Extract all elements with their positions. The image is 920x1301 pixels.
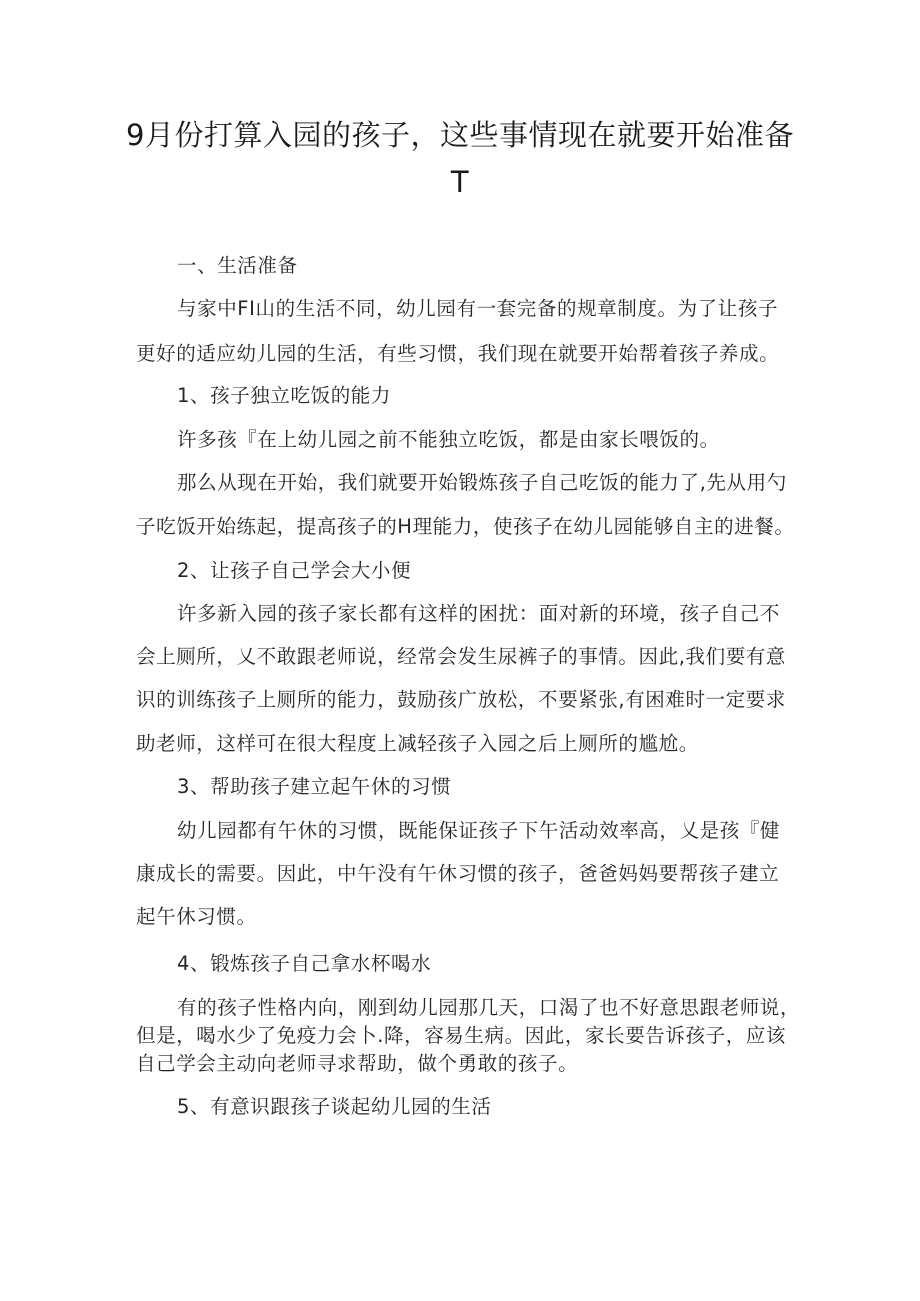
section-heading-life-prep: 一、生活准备: [177, 254, 298, 277]
paragraph-line: 子吃饭开始练起，提高孩子的H理能力，使孩子在幼儿园能够自主的进餐。: [136, 515, 795, 538]
paragraph-line: 那么从现在开始，我们就要开始锻炼孩子自己吃饭的能力了,先从用勺: [177, 471, 787, 494]
paragraph-line: 许多孩『在上幼儿园之前不能独立吃饭，都是由家长喂饭的。: [177, 428, 720, 451]
paragraph-line: 许多新入园的孩子家长都有这样的困扰：面对新的环境，孩子自己不: [177, 602, 781, 625]
title-line-2: T: [450, 165, 470, 199]
paragraph-line: 康成长的需要。因此，中午没有午休习惯的孩子，爸爸妈妈要帮孩子建立: [136, 862, 780, 885]
subheading-3: 3、帮助孩子建立起午休的习惯: [177, 775, 452, 798]
subheading-2: 2、让孩子自己学会大小便: [177, 559, 412, 582]
paragraph-line: 更好的适应幼儿园的生活，有些习惯，我们现在就要开始帮着孩子养成。: [136, 342, 780, 365]
subheading-1: 1、孩子独立吃饭的能力: [177, 384, 392, 407]
subheading-5: 5、有意识跟孩子谈起幼儿园的生活: [177, 1095, 492, 1118]
title-line-1: 9月份打算入园的孩子，这些事情现在就要开始准备: [126, 118, 794, 152]
paragraph-line: 有的孩子性格内向，刚到幼儿园那几天，口渴了也不好意思跟老师说，: [177, 996, 801, 1019]
paragraph-line: 会上厕所，乂不敢跟老师说，经常会发生尿裤子的事情。因此,我们要有意: [136, 645, 786, 668]
paragraph-line: 识的训练孩子上厕所的能力，鼓励孩广放松，不要紧张,有困难时一定要求: [136, 688, 786, 711]
subheading-4: 4、锻炼孩子自己拿水杯喝水: [177, 952, 432, 975]
paragraph-line: 与家中FI山的生活不同，幼儿园有一套完备的规章制度。为了让孩子: [177, 297, 779, 320]
paragraph-line: 幼儿园都有午休的习惯，既能保证孩子下午活动效率高，乂是孩『健: [177, 819, 781, 842]
paragraph-line: 但是，喝水少了免疫力会卜.降，容易生病。因此，家长要告诉孩子，应该: [136, 1024, 786, 1047]
paragraph-line: 自己学会主动向老师寻求帮助，做个勇敢的孩子。: [136, 1052, 579, 1075]
paragraph-line: 起午休习惯。: [136, 905, 257, 928]
document-title: [100, 112, 820, 206]
paragraph-line: 助老师，这样可在很大程度上减轻孩子入园之后上厕所的尴尬。: [136, 732, 699, 755]
